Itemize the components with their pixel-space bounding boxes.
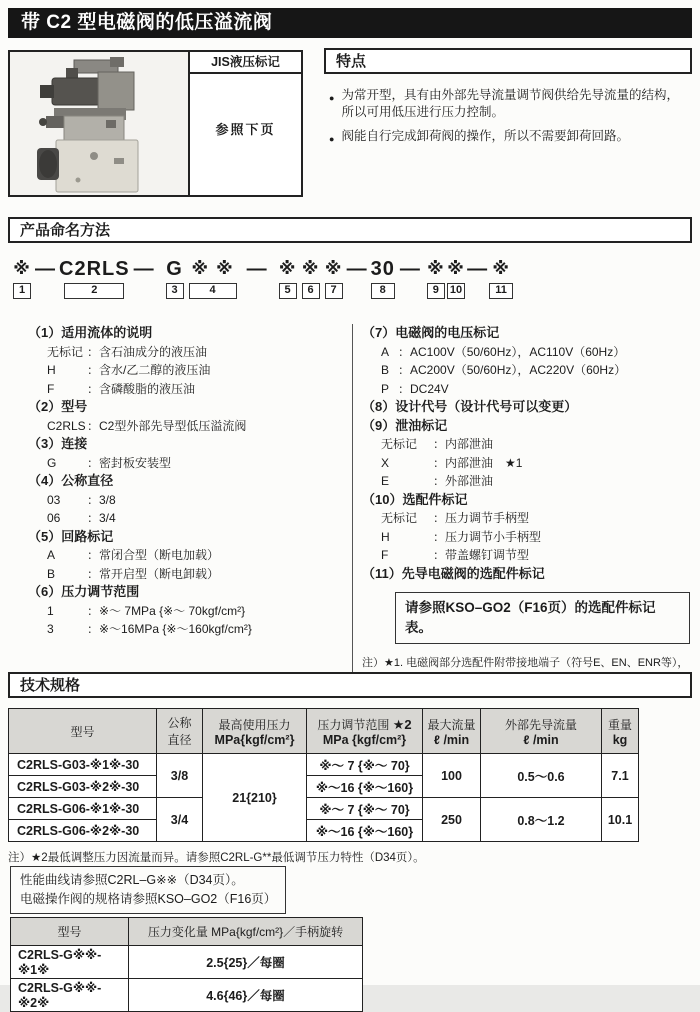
note-star1: 注）★1. 电磁阀部分选配件附带接地端子（符号E、EN、ENR等）， xyxy=(362,657,689,669)
naming-column-left xyxy=(8,324,353,689)
naming-item-7 xyxy=(362,324,692,398)
code-number-box: 8 xyxy=(371,283,395,299)
flow-cell: 100 xyxy=(423,754,481,798)
item-heading: （5）回路标记 xyxy=(28,528,114,544)
code-symbol: G xyxy=(166,258,183,280)
code-seg-3 xyxy=(166,257,184,299)
col-header-pilot-flow: 外部先导流量 ℓ /min xyxy=(481,709,602,754)
reference-info-box xyxy=(10,866,286,914)
code-symbol: C2RLS xyxy=(59,258,130,280)
col-header-max-flow: 最大流量 ℓ /min xyxy=(423,709,481,754)
handle-row xyxy=(11,946,363,979)
code-dash: — xyxy=(467,258,488,280)
note-star2: 注）★2最低调整压力因流量而异。请参照C2RL-G**最低调节压力特性（D34页）。 xyxy=(8,852,425,864)
model-cell: C2RLS-G06-※2※-30 xyxy=(9,820,157,842)
naming-column-right xyxy=(353,324,692,689)
code-seg-6 xyxy=(302,257,320,299)
max-pressure-cell: 21{210} xyxy=(203,754,307,842)
code-seg-4 xyxy=(189,257,237,299)
item-line: B ：AC200V（50/60Hz），AC220V（60Hz） xyxy=(381,363,627,377)
code-seg-1 xyxy=(13,257,31,299)
model-cell: C2RLS-G06-※1※-30 xyxy=(9,798,157,820)
naming-item-10 xyxy=(362,491,692,565)
naming-item-3 xyxy=(28,435,352,472)
naming-explanations xyxy=(8,324,692,689)
handle-rotation-table xyxy=(10,917,363,1012)
product-photo-panel xyxy=(8,50,303,197)
bullet-icon: ● xyxy=(329,93,335,103)
range-cell: ※～ 7 {※～ 70} xyxy=(307,754,423,776)
item-line: A ：AC100V（50/60Hz），AC110V（60Hz） xyxy=(381,344,626,359)
code-number-box: 10 xyxy=(447,283,465,299)
item-line: 03 ：3/8 xyxy=(47,492,116,507)
info-line: 性能曲线请参照C2RL–G※※（D34页）。 xyxy=(20,873,244,887)
item-line: 1 ：※～ 7MPa {※～ 70kgf/cm²} xyxy=(47,603,246,618)
value-cell: 4.6{46}／每圈 xyxy=(129,979,363,1012)
naming-item-11 xyxy=(362,565,692,584)
naming-section-title: 产品命名方法 xyxy=(8,217,692,243)
naming-item-5 xyxy=(28,528,352,584)
code-symbol: ※ xyxy=(301,259,320,278)
model-cell: C2RLS-G※※-※2※ xyxy=(11,979,129,1012)
bullet-icon: ● xyxy=(329,134,335,144)
code-symbol: ※ xyxy=(492,259,510,278)
item-line: F ：带盖螺钉调节型 xyxy=(381,548,530,562)
code-seg-10 xyxy=(447,257,465,299)
jis-symbol-label: JIS液压标记 xyxy=(190,52,301,74)
spec-row xyxy=(9,754,639,776)
info-line: 电磁操作阀的规格请参照KSO–GO2（F16页） xyxy=(20,892,277,906)
item-line: 3 ：※～16MPa {※～160kgf/cm²} xyxy=(47,622,252,636)
code-number-box: 9 xyxy=(427,283,445,299)
code-number-box: 5 xyxy=(279,283,297,299)
code-number-box: 3 xyxy=(166,283,184,299)
col-header-diameter: 公称 直径 xyxy=(157,709,203,754)
valve-photo-drawing xyxy=(10,52,188,195)
item-line: E ：外部泄油 xyxy=(381,474,494,488)
naming-item-8 xyxy=(362,398,692,417)
code-seg-9 xyxy=(427,257,445,299)
code-seg-7 xyxy=(325,257,343,299)
flow-cell: 250 xyxy=(423,798,481,842)
code-number-box: 7 xyxy=(325,283,343,299)
item-line: C2RLS ：C2型外部先导型低压溢流阀 xyxy=(47,418,247,433)
code-symbol: ※ xyxy=(427,259,445,278)
col-header-pressure-change: 压力变化量 MPa{kgf/cm²}／手柄旋转 xyxy=(129,918,363,946)
spec-section-title: 技术规格 xyxy=(8,672,692,698)
features-section xyxy=(324,48,692,155)
handle-header-row xyxy=(11,918,363,946)
item-line: H ：含水/乙二醇的液压油 xyxy=(47,363,211,377)
model-cell: C2RLS-G03-※1※-30 xyxy=(9,754,157,776)
feature-item xyxy=(329,128,692,148)
value-cell: 2.5{25}／每圈 xyxy=(129,946,363,979)
code-seg-2 xyxy=(59,257,130,299)
see-next-page-label: 参照下页 xyxy=(215,122,276,137)
weight-cell: 10.1 xyxy=(602,798,639,842)
page-title: 带 C2 型电磁阀的低压溢流阀 xyxy=(8,8,692,38)
model-cell: C2RLS-G03-※2※-30 xyxy=(9,776,157,798)
item-heading: （6）压力调节范围 xyxy=(28,584,140,599)
item-line: H ：压力调节小手柄型 xyxy=(381,529,542,544)
code-number-box: 6 xyxy=(302,283,320,299)
feature-text: 为常开型，具有由外部先导流量调节阀供给先导流量的结构，所以可用低压进行压力控制。 xyxy=(341,88,679,119)
naming-item-4 xyxy=(28,472,352,528)
feature-text: 阀能自行完成卸荷阀的操作，所以不需要卸荷回路。 xyxy=(341,129,629,143)
diameter-cell: 3/8 xyxy=(157,754,203,798)
spec-row xyxy=(9,798,639,820)
code-symbol: ※ xyxy=(216,259,234,278)
range-cell: ※～16 {※～160} xyxy=(307,820,423,842)
naming-item-6 xyxy=(28,583,352,639)
code-dash: — xyxy=(133,258,154,280)
item-line: 无标记 ：内部泄油 xyxy=(381,437,494,451)
code-seg-5 xyxy=(279,257,297,299)
col-header-max-pressure: 最高使用压力 MPa{kgf/cm²} xyxy=(203,709,307,754)
item-line: A ：常闭合型（断电加载） xyxy=(47,548,220,562)
weight-cell: 7.1 xyxy=(602,754,639,798)
features-title: 特点 xyxy=(324,48,692,74)
item-line: B ：常开启型（断电卸载） xyxy=(47,566,220,581)
range-cell: ※～16 {※～160} xyxy=(307,776,423,798)
pilot-flow-cell: 0.5～0.6 xyxy=(481,754,602,798)
item-heading: （9）泄油标记 xyxy=(362,417,448,433)
code-dash: — xyxy=(246,258,267,280)
features-list xyxy=(324,87,692,148)
item-line: X ：内部泄油 ★1 xyxy=(381,455,523,470)
item-heading: （1）适用流体的说明 xyxy=(28,325,153,340)
code-dash: — xyxy=(35,258,55,280)
code-symbol: ※ xyxy=(324,259,343,278)
item-heading: （2）型号 xyxy=(28,399,88,414)
item-heading: （11）先导电磁阀的选配件标记 xyxy=(362,565,545,581)
feature-item xyxy=(329,87,692,121)
code-dash: — xyxy=(346,258,367,280)
naming-item-1 xyxy=(28,324,352,398)
code-number-box: 4 xyxy=(189,283,237,299)
col-header-weight: 重量 kg xyxy=(602,709,639,754)
code-number-box: 1 xyxy=(13,283,31,299)
naming-item-9 xyxy=(362,417,692,491)
item-line: 06 ：3/4 xyxy=(47,511,116,525)
item-line: F ：含磷酸脂的液压油 xyxy=(47,381,196,396)
item-heading: （10）选配件标记 xyxy=(362,491,468,507)
item-heading: （7）电磁阀的电压标记 xyxy=(362,325,500,340)
photo-side-panel xyxy=(188,52,301,195)
item-heading: （8）设计代号（设计代号可以变更） xyxy=(362,399,578,414)
diameter-cell: 3/4 xyxy=(157,798,203,842)
model-code xyxy=(12,257,514,299)
item-line: 无标记 ：含石油成分的液压油 xyxy=(47,344,208,359)
item-heading: （4）公称直径 xyxy=(28,473,114,488)
col-header-pressure-range: 压力调节范围 ★2 MPa {kgf/cm²} xyxy=(307,709,423,754)
pilot-flow-cell: 0.8～1.2 xyxy=(481,798,602,842)
col-header-model: 型号 xyxy=(9,709,157,754)
code-symbol: ※ xyxy=(278,259,297,278)
spec-header-row xyxy=(9,709,639,754)
model-cell: C2RLS-G※※-※1※ xyxy=(11,946,129,979)
valve-photo xyxy=(10,52,188,195)
spec-table xyxy=(8,708,639,842)
code-seg-11 xyxy=(489,257,513,299)
item-line: G ：密封板安装型 xyxy=(47,455,172,470)
handle-row xyxy=(11,979,363,1012)
code-number-box: 11 xyxy=(489,283,513,299)
code-dash: — xyxy=(399,258,420,280)
code-seg-8 xyxy=(371,257,395,299)
item-line: 无标记 ：压力调节手柄型 xyxy=(381,511,530,525)
code-symbol: ※ xyxy=(191,259,210,278)
reference-box: 请参照KSO–GO2（F16页）的选配件标记表。 xyxy=(395,592,690,644)
col-header-model: 型号 xyxy=(11,918,129,946)
item-line: P ：DC24V xyxy=(381,381,449,396)
range-cell: ※～ 7 {※～ 70} xyxy=(307,798,423,820)
naming-item-2 xyxy=(28,398,352,435)
code-number-box: 2 xyxy=(64,283,124,299)
code-symbol: ※ xyxy=(447,259,465,278)
item-heading: （3）连接 xyxy=(28,436,88,451)
code-symbol: ※ xyxy=(13,259,31,278)
code-symbol: 30 xyxy=(370,258,395,280)
